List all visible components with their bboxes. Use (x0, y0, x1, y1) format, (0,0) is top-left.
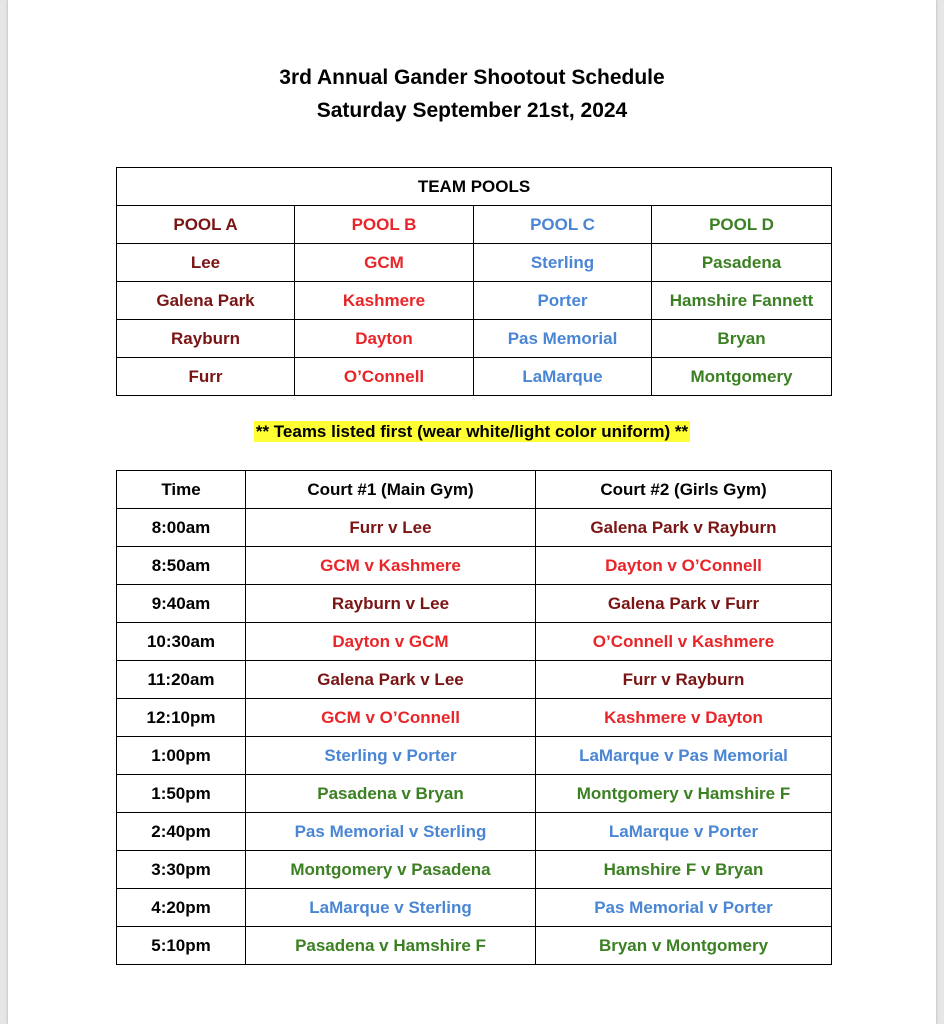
court-2-column-header: Court #2 (Girls Gym) (536, 471, 832, 509)
pool-d-team: Pasadena (652, 244, 832, 282)
court-1-game: Pasadena v Bryan (246, 775, 536, 813)
time-column-header: Time (117, 471, 246, 509)
game-time: 3:30pm (117, 851, 246, 889)
title-line-1: 3rd Annual Gander Shootout Schedule (279, 66, 665, 89)
pool-b-team: GCM (295, 244, 474, 282)
game-time: 10:30am (117, 623, 246, 661)
game-time: 2:40pm (117, 813, 246, 851)
schedule-row (117, 813, 832, 851)
court-2-game: Pas Memorial v Porter (536, 889, 832, 927)
schedule-row (117, 585, 832, 623)
pool-team-row (117, 358, 832, 396)
pool-a-team: Furr (117, 358, 295, 396)
court-1-game: Furr v Lee (246, 509, 536, 547)
game-time: 1:00pm (117, 737, 246, 775)
schedule-row (117, 661, 832, 699)
court-2-game: Montgomery v Hamshire F (536, 775, 832, 813)
uniform-note (0, 420, 944, 444)
court-1-game: Rayburn v Lee (246, 585, 536, 623)
game-time: 12:10pm (117, 699, 246, 737)
court-2-game: Kashmere v Dayton (536, 699, 832, 737)
title-line-2: Saturday September 21st, 2024 (316, 99, 628, 122)
schedule-row (117, 775, 832, 813)
game-time: 4:20pm (117, 889, 246, 927)
schedule-body (117, 509, 832, 965)
schedule-row (117, 889, 832, 927)
pool-a-team: Rayburn (117, 320, 295, 358)
court-1-game: GCM v O’Connell (246, 699, 536, 737)
pool-a-team: Galena Park (117, 282, 295, 320)
uniform-note-text: ** Teams listed first (wear white/light color uniform) ** (255, 422, 689, 441)
court-2-game: Hamshire F v Bryan (536, 851, 832, 889)
court-1-column-header: Court #1 (Main Gym) (246, 471, 536, 509)
court-2-game: LaMarque v Porter (536, 813, 832, 851)
court-1-game: Galena Park v Lee (246, 661, 536, 699)
game-time: 8:50am (117, 547, 246, 585)
pool-team-row (117, 320, 832, 358)
court-1-game: GCM v Kashmere (246, 547, 536, 585)
court-1-game: Pas Memorial v Sterling (246, 813, 536, 851)
court-1-game: Pasadena v Hamshire F (246, 927, 536, 965)
court-2-game: O’Connell v Kashmere (536, 623, 832, 661)
pool-d-name: POOL D (652, 206, 832, 244)
pool-d-team: Montgomery (652, 358, 832, 396)
pool-c-team: Pas Memorial (474, 320, 652, 358)
pool-b-name: POOL B (295, 206, 474, 244)
schedule-row (117, 737, 832, 775)
pool-b-team: Kashmere (295, 282, 474, 320)
team-pools-table (116, 167, 832, 396)
court-2-game: LaMarque v Pas Memorial (536, 737, 832, 775)
court-2-game: Furr v Rayburn (536, 661, 832, 699)
game-time: 11:20am (117, 661, 246, 699)
court-2-game: Galena Park v Rayburn (536, 509, 832, 547)
game-time: 9:40am (117, 585, 246, 623)
court-1-game: Sterling v Porter (246, 737, 536, 775)
schedule-row (117, 851, 832, 889)
pool-team-row (117, 282, 832, 320)
court-1-game: Dayton v GCM (246, 623, 536, 661)
pool-c-name: POOL C (474, 206, 652, 244)
pool-c-team: Sterling (474, 244, 652, 282)
pool-b-team: O’Connell (295, 358, 474, 396)
court-1-game: Montgomery v Pasadena (246, 851, 536, 889)
pool-c-team: LaMarque (474, 358, 652, 396)
pool-names-row (117, 206, 832, 244)
team-pools-header: TEAM POOLS (117, 168, 832, 206)
schedule-table (116, 470, 832, 965)
schedule-row (117, 623, 832, 661)
pool-d-team: Hamshire Fannett (652, 282, 832, 320)
schedule-header-row (117, 471, 832, 509)
court-2-game: Dayton v O’Connell (536, 547, 832, 585)
pool-c-team: Porter (474, 282, 652, 320)
court-1-game: LaMarque v Sterling (246, 889, 536, 927)
game-time: 1:50pm (117, 775, 246, 813)
pool-team-row (117, 244, 832, 282)
pool-b-team: Dayton (295, 320, 474, 358)
schedule-row (117, 509, 832, 547)
game-time: 8:00am (117, 509, 246, 547)
schedule-row (117, 547, 832, 585)
schedule-row (117, 699, 832, 737)
court-2-game: Bryan v Montgomery (536, 927, 832, 965)
pool-a-team: Lee (117, 244, 295, 282)
schedule-row (117, 927, 832, 965)
pool-d-team: Bryan (652, 320, 832, 358)
court-2-game: Galena Park v Furr (536, 585, 832, 623)
game-time: 5:10pm (117, 927, 246, 965)
pool-a-name: POOL A (117, 206, 295, 244)
